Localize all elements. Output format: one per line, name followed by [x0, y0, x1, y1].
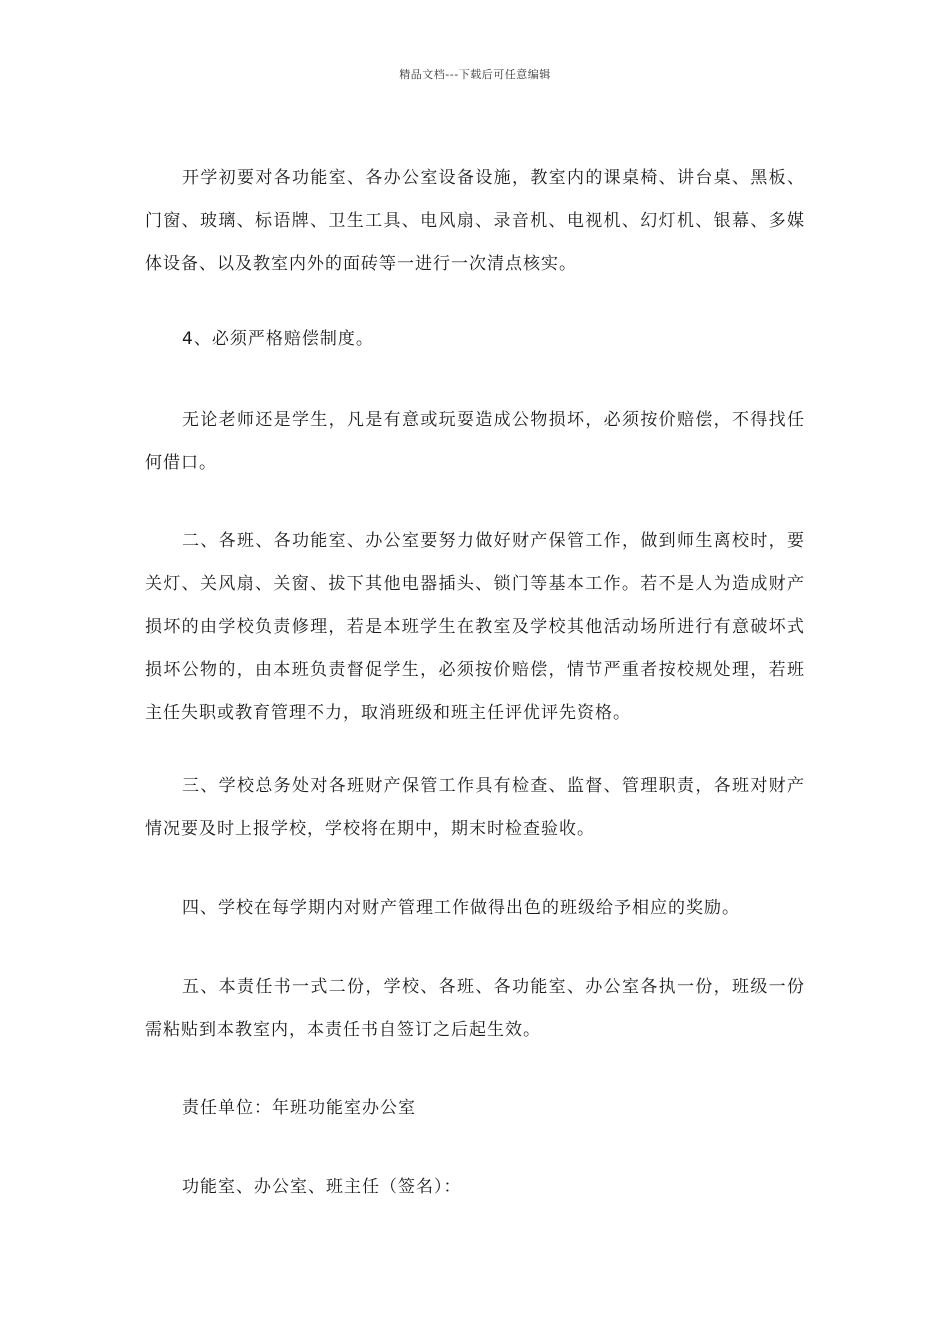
page-header: 精品文档---下载后可任意编辑 [399, 68, 551, 81]
paragraph-section-three: 三、学校总务处对各班财产保管工作具有检查、监督、管理职责，各班对财产情况要及时上报学校，学校将在期中，期末时检查验收。 [145, 776, 805, 839]
signature-line: 功能室、办公室、班主任（签名）： [182, 1177, 462, 1197]
paragraph-section-four: 四、学校在每学期内对财产管理工作做得出色的班级给予相应的奖励。 [182, 898, 740, 918]
responsible-unit-line: 责任单位：年班功能室办公室 [182, 1098, 416, 1118]
paragraph-inventory-check: 开学初要对各功能室、各办公室设备设施，教室内的课桌椅、讲台桌、黑板、门窗、玻璃、标语牌、卫生工具、电风扇、录音机、电视机、幻灯机、银幕、多媒体设备、以及教室内外的面砖等一进行一次清点核实。 [145, 168, 805, 274]
paragraph-compensation-rule: 无论老师还是学生，凡是有意或玩耍造成公物损坏，必须按价赔偿，不得找任何借口。 [145, 410, 805, 473]
paragraph-section-two: 二、各班、各功能室、办公室要努力做好财产保管工作，做到师生离校时，要关灯、关风扇、关窗、拔下其他电器插头、锁门等基本工作。若不是人为造成财产损坏的由学校负责修理，若是本班学生在教室及学校其他活动场所进行有意破坏式损坏公物的，由本班负责督促学生，必须按价赔偿，情节严重者按校规处理，若班主任失职或教育管理不力，取消班级和班主任评优评先资格。 [145, 531, 805, 723]
paragraph-compensation-heading: 4、必须严格赔偿制度。 [182, 329, 374, 349]
paragraph-section-five: 五、本责任书一式二份，学校、各班、各功能室、办公室各执一份，班级一份需粘贴到本教室内，本责任书自签订之后起生效。 [145, 977, 805, 1040]
